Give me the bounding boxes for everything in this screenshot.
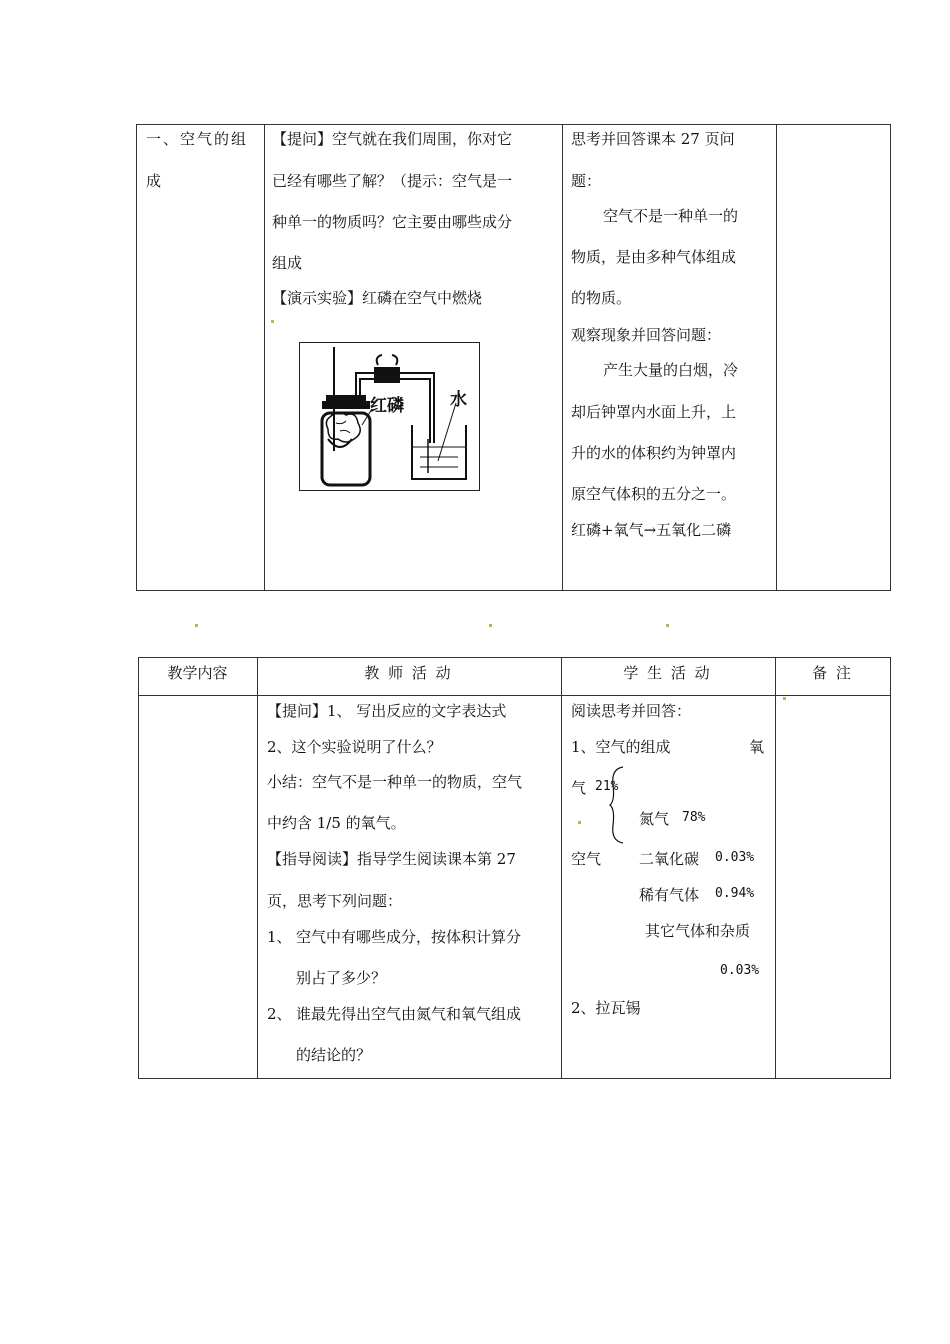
answer-line: 题：: [571, 172, 602, 190]
question-line: 组成: [272, 254, 303, 272]
item-text: 空气中有哪些成分，按体积计算分: [296, 928, 522, 946]
column-divider: [775, 658, 776, 1078]
other-gas-label: 其它气体和杂质: [645, 922, 751, 940]
demo-experiment: 【演示实验】红磷在空气中燃烧: [272, 289, 483, 307]
guide-line: 页，思考下列问题：: [267, 892, 403, 910]
stray-mark: [578, 821, 581, 824]
header-remarks: 备 注: [812, 664, 853, 682]
oxygen-percent: 21%: [595, 779, 619, 794]
rare-gas-percent: 0.94%: [715, 886, 755, 901]
answer-line: 原空气体积的五分之一。: [571, 485, 737, 503]
guide-line: 【指导阅读】指导学生阅读课本第 27: [267, 850, 516, 868]
co2-label: 二氧化碳: [639, 850, 700, 868]
answer-line: 产生大量的白烟，冷: [603, 361, 739, 379]
rare-gas-label: 稀有气体: [639, 886, 700, 904]
composition-brace: [609, 765, 625, 845]
section-title-line: 成: [146, 172, 162, 190]
co2-percent: 0.03%: [715, 850, 755, 865]
experiment-figure: [299, 342, 480, 491]
apparatus-drawing: [300, 343, 481, 492]
answer-2: 2、拉瓦锡: [571, 999, 641, 1017]
header-teaching-content: 教学内容: [167, 664, 228, 682]
teacher-question-1: 【提问】1、 写出反应的文字表达式: [267, 702, 507, 720]
observe-prompt: 观察现象并回答问题：: [571, 326, 722, 344]
question-line: 【提问】空气就在我们周围，你对它: [272, 130, 513, 148]
item-number: 2、: [267, 1005, 292, 1023]
header-teacher-activity: 教 师 活 动: [364, 664, 453, 682]
teacher-question-2: 2、这个实验说明了什么？: [267, 738, 442, 756]
other-gas-percent: 0.03%: [720, 963, 760, 978]
summary-line: 小结：空气不是一种单一的物质，空气: [267, 773, 523, 791]
student-intro: 阅读思考并回答：: [571, 702, 692, 720]
answer-line: 空气不是一种单一的: [603, 207, 739, 225]
question-line: 种单一的物质吗？它主要由哪些成分: [272, 213, 513, 231]
stray-mark: [489, 624, 492, 627]
item-text: 别占了多少？: [296, 969, 387, 987]
answer-line: 思考并回答课本 27 页问: [571, 130, 735, 148]
answer-1: 1、空气的组成: [571, 738, 671, 756]
column-divider: [561, 658, 562, 1078]
label-red-phosphorus: 红磷: [370, 396, 404, 416]
item-text: 谁最先得出空气由氮气和氧气组成: [296, 1005, 522, 1023]
item-number: 1、: [267, 928, 292, 946]
column-divider: [562, 125, 563, 590]
summary-line: 中约含 1/5 的氧气。: [267, 814, 406, 832]
word-equation: 红磷+氧气→五氧化二磷: [571, 521, 732, 539]
column-divider: [257, 658, 258, 1078]
air-label: 空气: [571, 850, 602, 868]
stray-mark: [271, 320, 274, 323]
answer-line: 却后钟罩内水面上升，上: [571, 403, 737, 421]
column-divider: [776, 125, 777, 590]
stray-mark: [195, 624, 198, 627]
stray-mark: [666, 624, 669, 627]
stray-mark: [783, 697, 786, 700]
section-title-line: 一、空气的组: [146, 130, 249, 148]
item-text: 的结论的？: [296, 1046, 372, 1064]
header-student-activity: 学 生 活 动: [623, 664, 712, 682]
oxygen-char: 氧: [749, 738, 765, 756]
answer-line: 的物质。: [571, 289, 632, 307]
answer-line: 升的水的体积约为钟罩内: [571, 444, 737, 462]
nitrogen-label: 氮气: [639, 810, 670, 828]
label-water: 水: [450, 390, 467, 410]
column-divider: [264, 125, 265, 590]
question-line: 已经有哪些了解？（提示：空气是一: [272, 172, 513, 190]
answer-line: 物质，是由多种气体组成: [571, 248, 737, 266]
nitrogen-percent: 78%: [682, 810, 706, 825]
oxygen-rest: 气: [571, 779, 587, 797]
lesson-table-1: [136, 124, 891, 591]
header-divider: [139, 695, 890, 696]
